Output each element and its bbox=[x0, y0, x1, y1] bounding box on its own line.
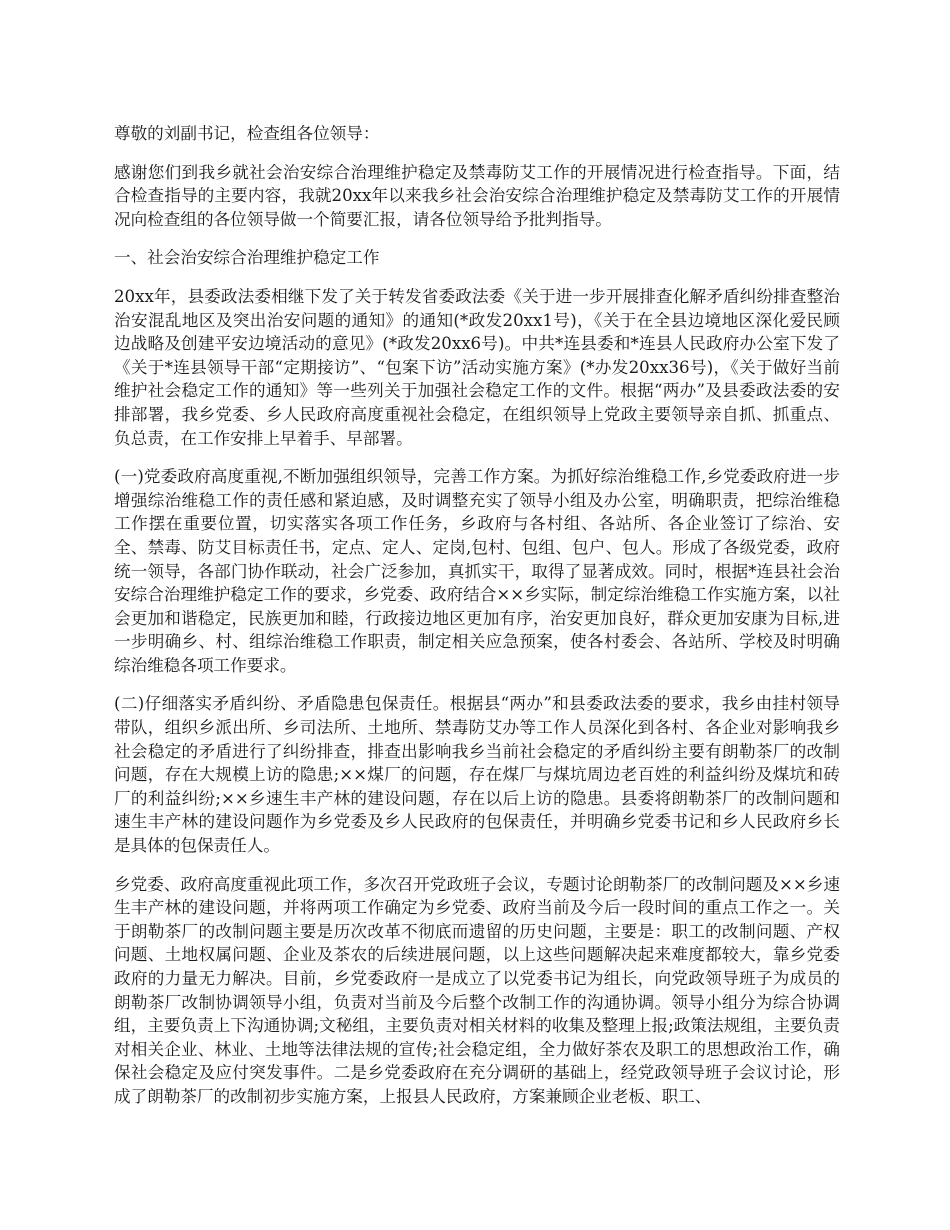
paragraph-intro: 感谢您们到我乡就社会治安综合治理维护稳定及禁毒防艾工作的开展情况进行检查指导。下面，结合检查指导的主要内容，我就20xx年以来我乡社会治安综合治理维护稳定及禁毒防艾工作的开展情况向检查组的各位领导做一个简要汇报，请各位领导给予批判指导。 bbox=[114, 162, 840, 229]
section-heading: 一、社会治安综合治理维护稳定工作 bbox=[114, 248, 380, 268]
paragraph-tea-factory: 乡党委、政府高度重视此项工作，多次召开党政班子会议，专题讨论朗勒茶厂的改制问题及××乡速生丰产林的建设问题，并将两项工作确定为乡党委、政府当前及今后一段时间的重点工作之一。关于朗勒茶厂的改制问题主要是历次改革不彻底而遗留的历史问题，主要是：职工的改制问题、产权问题、土地权属问题、企业及茶农的后续进展问题，以上这些问题解决起来难度都较大，靠乡党委政府的力量无力解决。目前，乡党委政府一是成立了以党委书记为组长，向党政领导班子为成员的朗勒茶厂改制协调领导小组，负责对当前及今后整个改制工作的沟通协调。领导小组分为综合协调组，主要负责上下沟通协调;文秘组，主要负责对相关材料的收集及整理上报;政策法规组，主要负责对相关企业、林业、土地等法律法规的宣传;社会稳定组，全力做好茶农及职工的思想政治工作，确保社会稳定及应付突发事件。二是乡党委政府在充分调研的基础上，经党政领导班子会议讨论，形成了朗勒茶厂的改制初步实施方案，上报县人民政府，方案兼顾企业老板、职工、 bbox=[114, 874, 840, 1106]
paragraph-point-2: (二)仔细落实矛盾纠纷、矛盾隐患包保责任。根据县“两办”和县委政法委的要求，我乡由挂村领导带队，组织乡派出所、乡司法所、土地所、禁毒防艾办等工作人员深化到各村、各企业对影响我乡社会稳定的矛盾进行了纠纷排查，排查出影响我乡当前社会稳定的矛盾纠纷主要有朗勒茶厂的改制问题，存在大规模上访的隐患;××煤厂的问题，存在煤厂与煤坑周边老百姓的利益纠纷及煤坑和砖厂的利益纠纷;××乡速生丰产林的建设问题，存在以后上访的隐患。县委将朗勒茶厂的改制问题和速生丰产林的建设问题作为乡党委及乡人民政府的包保责任，并明确乡党委书记和乡人民政府乡长是具体的包保责任人。 bbox=[114, 694, 840, 856]
salutation: 尊敬的刘副书记，检查组各位领导： bbox=[114, 124, 380, 143]
document-body bbox=[114, 122, 840, 1124]
paragraph-point-1: (一)党委政府高度重视,不断加强组织领导，完善工作方案。为抓好综治维稳工作,乡党委政府进一步增强综治维稳工作的责任感和紧迫感，及时调整充实了领导小组及办公室，明确职责，把综治维稳工作摆在重要位置，切实落实各项工作任务，乡政府与各村组、各站所、各企业签订了综治、安全、禁毒、防艾目标责任书，定点、定人、定岗,包村、包组、包户、包人。形成了各级党委，政府统一领导，各部门协作联动，社会广泛参加，真抓实干，取得了显著成效。同时，根据*连县社会治安综合治理维护稳定工作的要求，乡党委、政府结合××乡实际，制定综治维稳工作实施方案，以社会更加和谐稳定，民族更加和睦，行政接边地区更加有序，治安更加良好，群众更加安康为目标,进一步明确乡、村、组综治维稳工作职责，制定相关应急预案，使各村委会、各站所、学校及时明确综治维稳各项工作要求。 bbox=[114, 467, 840, 675]
paragraph-background: 20xx年，县委政法委相继下发了关于转发省委政法委《关于进一步开展排查化解矛盾纠纷排查整治治安混乱地区及突出治安问题的通知》的通知(*政发20xx1号)，《关于在全县边境地区深化爱民顾边战略及创建平安边境活动的意见》(*政发20xx6号)。中共*连县委和*连县人民政府办公室下发了《关于*连县领导干部“定期接访”、“包案下访”活动实施方案》(*办发20xx36号)，《关于做好当前维护社会稳定工作的通知》等一些列关于加强社会稳定工作的文件。根据“两办”及县委政法委的安排部署，我乡党委、乡人民政府高度重视社会稳定，在组织领导上党政主要领导亲自抓、抓重点、负总责，在工作安排上早着手、早部署。 bbox=[114, 286, 840, 448]
